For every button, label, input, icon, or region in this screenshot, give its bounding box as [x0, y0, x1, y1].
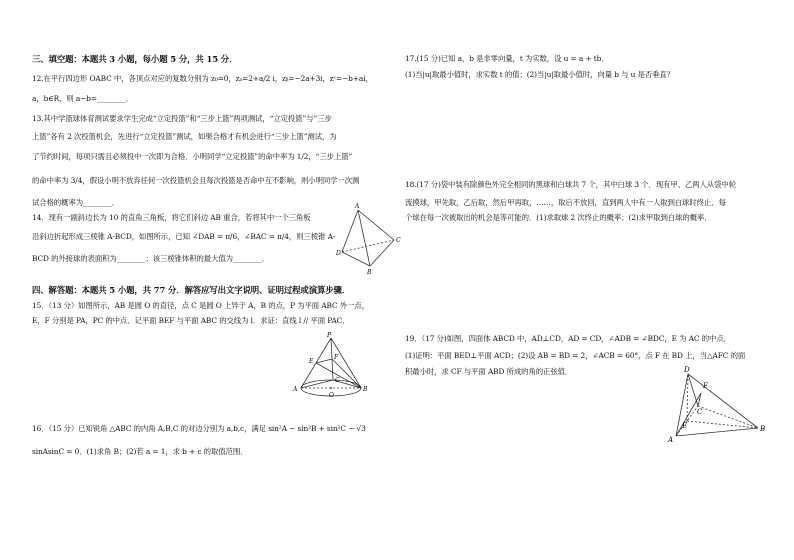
q14-line2: 沿斜边折起形成三棱锥 A-BCD，如图所示，已知 ∠DAB = π/6，∠BAC = π/4，则三棱锥 A- — [32, 232, 336, 241]
fig15-label-p: P — [327, 332, 332, 339]
q15-pyramid-figure — [293, 332, 377, 399]
fig19-label-d: D — [684, 366, 690, 374]
q18-line3: 个球在每一次被取出的机会是等可能的．(1)求取球 2 次终止的概率；(2)求甲取到白球的概率． — [405, 213, 712, 222]
fig19-label-a: A — [668, 436, 674, 444]
q18-line1: 18.(17 分)袋中装有除颜色外完全相同的黑球和白球共 7 个，其中白球 3 个．现有甲、乙两人从袋中轮 — [405, 180, 737, 189]
q18-line2: 流摸球，甲先取，乙后取，然后甲再取，……，取后不放回，直到两人中有一人取到白球时终止．每 — [405, 198, 726, 207]
fig14-label-d: D — [336, 250, 341, 257]
q14-line1: 14．现有一副斜边长为 10 的直角三角板，将它们斜边 AB 重合，若将其中一个三角板 — [32, 213, 311, 222]
q14-line3: BCD 的外接球的表面积为________；该三棱锥体积的最大值为________． — [32, 254, 270, 263]
q12-line1: 12.在平行四边形 OABC 中，各顶点对应的复数分别为 z₀=0，zₐ=2+a/2 i，zᵦ=−2a+3i，zᶜ=−b+ai， — [32, 74, 373, 83]
fig15-label-o: O — [329, 392, 334, 399]
q19-line2: (1)证明：平面 BED⊥平面 ACD；(2)设 AB = BD = 2，∠ACB = 60°，点 F 在 BD 上，当△AFC 的面 — [405, 351, 746, 360]
q14-tetrahedron-figure — [336, 203, 406, 276]
fig15-label-c: C — [335, 377, 340, 384]
q13-line5: 试合格的概率为________． — [32, 198, 120, 207]
fig15-label-a: A — [293, 386, 298, 393]
fig19-label-f: F — [703, 382, 708, 390]
fig14-label-a: A — [355, 203, 360, 210]
fig14-label-b: B — [367, 269, 372, 276]
fig19-label-e: E — [682, 422, 688, 430]
fig19-label-b: B — [760, 425, 766, 433]
q13-line4: 的命中率为 3/4，假设小明不放弃任何一次投篮机会且每次投篮是否命中互不影响，则小明同学一次测 — [32, 176, 360, 185]
fig19-label-c: C — [697, 408, 703, 416]
q15-line1: 15．（13 分）如图所示，AB 是圆 O 的直径，点 C 是圆 O 上异于 A，B 的点，P 为平面 ABC 外一点， — [32, 301, 369, 310]
q17-line2: (1)当|u|取最小值时，求实数 t 的值；(2)当|u|取最小值时，向量 b 与 u 是否垂直？ — [405, 70, 675, 79]
q16-line2: sinAsinC = 0．(1)求角 B；(2)若 a = 1，求 b + c 的取值范围． — [32, 447, 248, 456]
fig15-label-b: B — [363, 386, 368, 393]
fig14-label-c: C — [396, 237, 401, 244]
q12-line2: a，b∈R，则 a−b=________． — [32, 94, 134, 103]
q16-line1: 16．（15 分）已知锐角 △ABC 的内角 A,B,C 的对边分别为 a,b,c，满足 sin²A − sin²B + sin²C − √3 — [32, 424, 366, 433]
q19-line1: 19．（17 分)如图，四面体 ABCD 中，AD⊥CD，AD = CD，∠ADB = ∠BDC，E 为 AC 的中点． — [405, 334, 731, 343]
fig15-label-e: E — [309, 358, 314, 365]
q19-tetrahedron-figure — [670, 366, 770, 446]
q17-line1: 17.(15 分)已知 a，b 是非零向量，t 为实数，设 u = a + tb． — [405, 54, 609, 63]
section4-heading: 四、解答题：本题共 5 小题，共 77 分．解答应写出文字说明、证明过程或演算步骤． — [32, 285, 351, 295]
fig15-label-f: F — [334, 354, 339, 361]
q13-line2: 上篮”各有 2 次投篮机会，先进行“立定投篮”测试，如果合格才有机会进行“三步上篮”测试，为 — [32, 132, 337, 141]
q13-line1: 13.其中学篮球体育测试要求学生完成“立定投篮”和“三步上篮”两项测试，“立定投篮”与“三步 — [32, 114, 332, 123]
q19-line3: 积最小时，求 CF 与平面 ABD 所成的角的正弦值． — [405, 367, 573, 376]
q15-line2: E，F 分别是 PA，PC 的中点．记平面 BEF 与平面 ABC 的交线为 l．求证：直线 l // 平面 PAC． — [32, 316, 350, 325]
section3-heading: 三、填空题：本题共 3 小题，每小题 5 分，共 15 分． — [32, 54, 238, 64]
q13-line3: 了节约时间，每项只需且必须投中一次即为合格．小明同学“立定投篮”的命中率为 1/2，“三步上篮” — [32, 152, 353, 161]
